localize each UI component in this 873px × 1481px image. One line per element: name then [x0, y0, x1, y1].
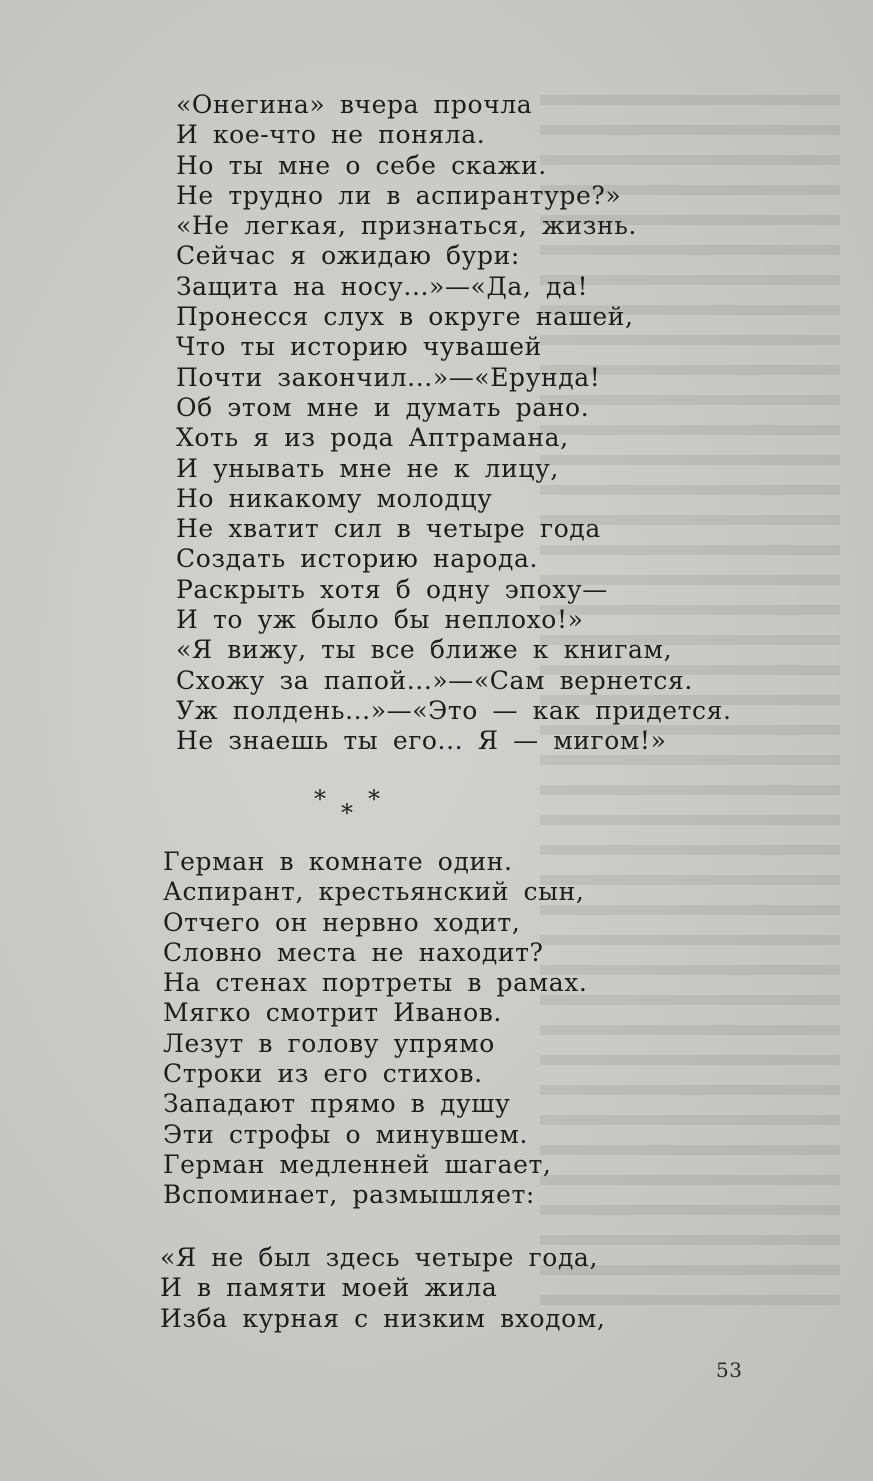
poem-stanza-2 — [163, 847, 587, 1211]
separator-asterisk: * — [341, 799, 353, 827]
poem-line: «Я вижу, ты все ближе к книгам, — [176, 635, 673, 665]
asterism-separator — [310, 785, 390, 825]
separator-asterisk: * — [314, 785, 326, 813]
poem-line: Раскрыть хотя б одну эпоху— — [176, 574, 608, 604]
poem-stanza-3 — [160, 1243, 605, 1334]
poem-line: Сейчас я ожидаю бури: — [176, 241, 520, 271]
poem-line: Строки из его стихов. — [163, 1059, 483, 1089]
poem-line: Уж полдень...»—«Это — как придется. — [176, 695, 732, 725]
poem-stanza-1 — [176, 90, 732, 757]
poem-line: Но ты мне о себе скажи. — [176, 150, 547, 180]
poem-line: И то уж было бы неплохо!» — [176, 605, 584, 635]
poem-line: Не хватит сил в четыре года — [176, 514, 601, 544]
poem-line: Не трудно ли в аспирантуре?» — [176, 180, 622, 210]
separator-asterisk: * — [368, 785, 380, 813]
poem-line: Защита на носу...»—«Да, да! — [176, 271, 589, 301]
poem-line: Герман медленней шагает, — [163, 1149, 552, 1179]
poem-line: Не знаешь ты его... Я — мигом!» — [176, 726, 667, 756]
poem-line: Западают прямо в душу — [163, 1089, 511, 1119]
poem-line: Лезут в голову упрямо — [163, 1028, 495, 1058]
poem-line: Но никакому молодцу — [176, 483, 493, 513]
poem-line: Эти строфы о минувшем. — [163, 1119, 529, 1149]
poem-line: Мягко смотрит Иванов. — [163, 998, 502, 1028]
poem-line: И кое-что не поняла. — [176, 120, 486, 150]
poem-line: И унывать мне не к лицу, — [176, 453, 559, 483]
poem-line: Отчего он нервно ходит, — [163, 907, 521, 937]
poem-line: Изба курная с низким входом, — [160, 1303, 606, 1333]
poem-line: Герман в комнате один. — [163, 847, 513, 876]
poem-line: Пронесся слух в округе нашей, — [176, 302, 634, 332]
poem-line: Аспирант, крестьянский сын, — [163, 877, 585, 907]
poem-line: Об этом мне и думать рано. — [176, 392, 590, 422]
poem-line: Почти закончил...»—«Ерунда! — [176, 362, 601, 392]
page-number: 53 — [716, 1358, 743, 1382]
poem-line: Вспоминает, размышляет: — [163, 1180, 535, 1210]
poem-line: На стенах портреты в рамах. — [163, 968, 588, 998]
poem-line: «Не легкая, признаться, жизнь. — [176, 211, 637, 241]
poem-line: И в памяти моей жила — [160, 1273, 498, 1303]
poem-line: Создать историю народа. — [176, 544, 539, 574]
poem-line: Что ты историю чувашей — [176, 332, 542, 362]
poem-line: Схожу за папой...»—«Сам вернется. — [176, 665, 693, 695]
poem-line: Словно места не находит? — [163, 937, 544, 967]
poem-line: «Онегина» вчера прочла — [176, 90, 533, 119]
poem-line: «Я не был здесь четыре года, — [160, 1243, 598, 1272]
poem-line: Хоть я из рода Аптрамана, — [176, 423, 569, 453]
